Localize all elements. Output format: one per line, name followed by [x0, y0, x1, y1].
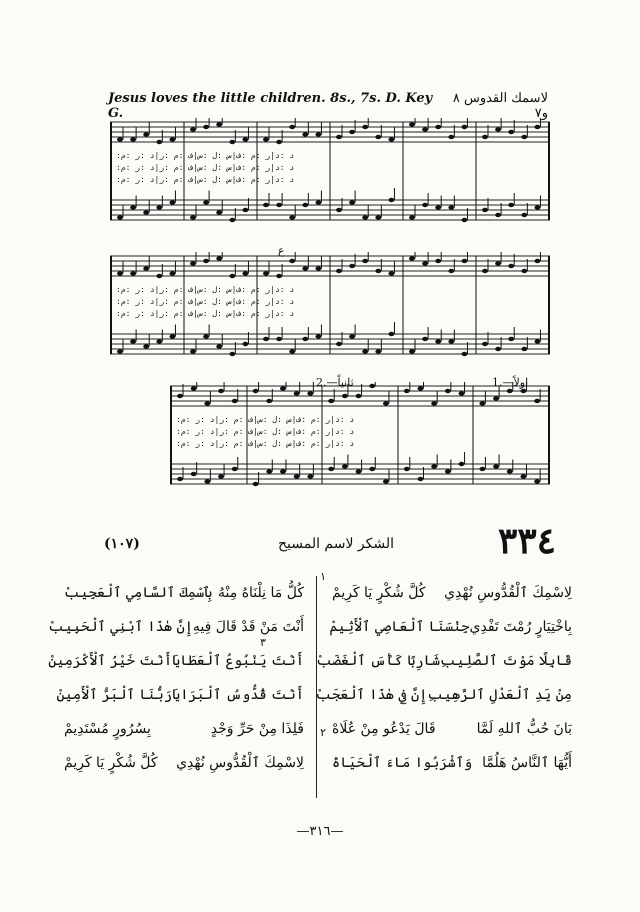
verse-line: بَانَ حُبُّ ٱللهِ لَمَّا قَالَ يَدْعُو مِنْ عُلَاهْ	[332, 721, 572, 737]
music-system-3	[170, 382, 550, 512]
svg-text::د :د|ر :م :ف|س :ل :س|ف :م: :د :د|ر :م :ف|س :ل :س|ف :م :ر|د :ر :م	[116, 175, 295, 184]
verse-number: ٣	[260, 636, 266, 649]
tune-title-english: Jesus loves the little children. 8s., 7s. D. Key G.	[108, 91, 433, 121]
svg-text::د :د|ر :م :ف|س :ل :س|ف :م: :د :د|ر :م :ف|س :ل :س|ف :م :ر|د :ر :م	[176, 439, 355, 448]
hymn-title: الشكر لاسم المسيح	[277, 536, 395, 552]
verse-line: قَابِلًا مَوْتَ ٱلصَّلِيبِ شَارِبًا كَأْسَ ٱلْغَضَبْ	[316, 653, 572, 669]
svg-text::د :د|ر :م :ف|س :ل :س|ف :م: :د :د|ر :م :ف|س :ل :س|ف :م :ر|د :ر :م	[116, 285, 295, 294]
hymn-lyrics	[48, 570, 572, 806]
page-number: —٣١٦—	[296, 824, 344, 839]
lyrics-left-column	[48, 576, 304, 780]
tune-reference: (١٠٧)	[104, 536, 140, 552]
first-ending-label: 1.—اولاً	[492, 376, 529, 389]
staff-notation	[110, 252, 550, 380]
hymn-heading	[84, 520, 556, 564]
svg-text::د :د|ر :م :ف|س :ل :س|ف :م: :د :د|ر :م :ف|س :ل :س|ف :م :ر|د :ر :م	[176, 415, 355, 424]
verse-line: أَنْتَ قُدُّوسُ ٱلْبَرَايَا رَبُّنَا ٱلْبَرُّ ٱلْأَمِينْ	[56, 687, 304, 703]
repeat-mark: ع	[278, 244, 285, 257]
hymn-number: ٣٣٤	[497, 520, 556, 562]
lyrics-right-column	[315, 576, 572, 780]
verse-line: أَنْتَ مَنْ قَدْ قَالَ فِيهِ إِنَّ هٰذَا ٱبْنِي ٱلْحَبِيبْ	[48, 619, 304, 635]
svg-text::د :د|ر :م :ف|س :ل :س|ف :م: :د :د|ر :م :ف|س :ل :س|ف :م :ر|د :ر :م	[116, 163, 295, 172]
verse-line: أَنْتَ يَنْبُوعُ ٱلْعَطَايَا أَنْتَ خَيْرُ ٱلْأَكْرَمِينْ	[48, 653, 304, 669]
second-ending-label: 2.—ثانياً	[316, 376, 354, 389]
svg-text::د :د|ر :م :ف|س :ل :س|ف :م: :د :د|ر :م :ف|س :ل :س|ف :م :ر|د :ر :م	[116, 297, 295, 306]
music-system-2	[110, 252, 550, 382]
verse-line: أَيُّهَا ٱلنَّاسُ هَلُمَّا وَٱشْرَبُوا مَاءَ ٱلْحَيَاةْ	[332, 755, 572, 771]
verse-line: كُلُّ مَا نِلْنَاهُ مِنْهُ بِٱسْمِكَ ٱلسَّامِي ٱلْعَجِيبْ	[64, 585, 304, 601]
verse-line: لِاسْمِكَ ٱلْقُدُّوسِ نُهْدِي كُلَّ شُكْرٍ يَا كَرِيمْ	[332, 585, 572, 601]
svg-text::د :د|ر :م :ف|س :ل :س|ف :م: :د :د|ر :م :ف|س :ل :س|ف :م :ر|د :ر :م	[176, 427, 355, 436]
verse-number: ١	[320, 570, 326, 583]
tune-title-arabic: لاسمك القدوس ٨ و٧	[452, 91, 548, 121]
hymn-tune-header	[108, 91, 548, 121]
music-system-1	[110, 118, 550, 248]
verse-line: مِنْ يَدِ ٱلْعَدْلِ ٱلرَّهِيبِ إِنَّ فِي هٰذَا ٱلْعَجَبْ	[315, 687, 572, 703]
staff-notation	[170, 382, 550, 510]
staff-notation	[110, 118, 550, 246]
verse-number: ٢	[320, 726, 326, 739]
verse-line: لِاسْمِكَ ٱلْقُدُّوسِ نُهْدِي كُلَّ شُكْرٍ يَا كَرِيمْ	[64, 755, 304, 771]
verse-line: بِاخْتِيَارٍ رُمْتَ تَفْدِي جِنْسَنَا ٱلْعَاصِي ٱلْأَثِيمْ	[329, 619, 572, 635]
svg-text::د :د|ر :م :ف|س :ل :س|ف :م: :د :د|ر :م :ف|س :ل :س|ف :م :ر|د :ر :م	[116, 309, 295, 318]
verse-line: فَلِذَا مِنْ حَرِّ وَجْدٍ بِسُرُورٍ مُسْتَدِيمْ	[64, 721, 304, 737]
svg-text::د :د|ر :م :ف|س :ل :س|ف :م: :د :د|ر :م :ف|س :ل :س|ف :م :ر|د :ر :م	[116, 151, 295, 160]
